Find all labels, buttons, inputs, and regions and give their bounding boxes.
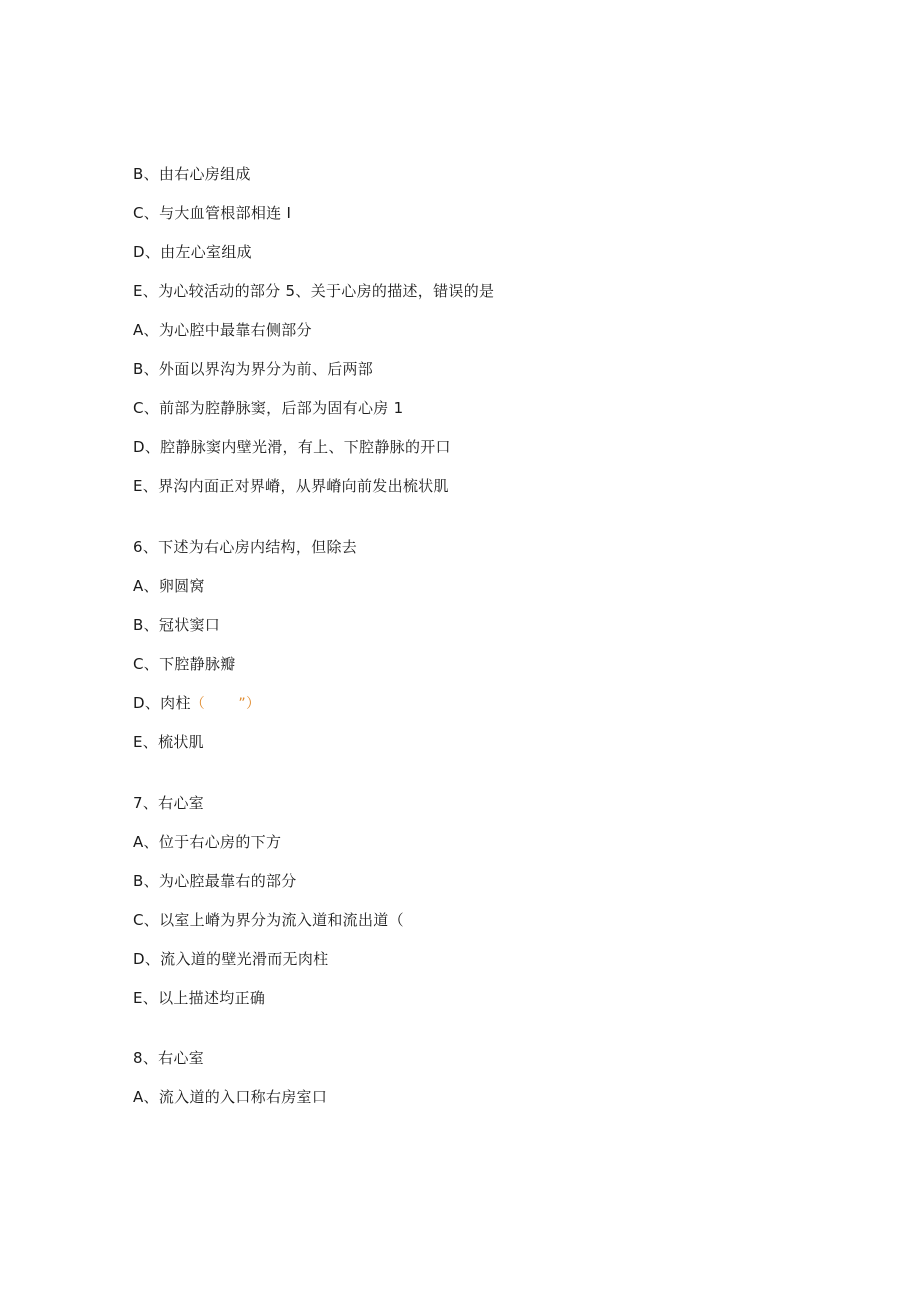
question-7: 7、右心室 xyxy=(133,794,205,812)
q6-option-a: A、卵圆窝 xyxy=(133,577,205,595)
q6-option-c: C、下腔静脉瓣 xyxy=(133,655,236,673)
q7-option-b: B、为心腔最靠右的部分 xyxy=(133,872,297,890)
q5-option-e: E、界沟内面正对界嵴，从界嵴向前发出梳状肌 xyxy=(133,477,449,495)
option-b-line: B、由右心房组成 xyxy=(133,165,251,183)
q7-option-e: E、以上描述均正确 xyxy=(133,989,266,1007)
option-e-line-with-question-5: E、为心较活动的部分 5、关于心房的描述，错误的是 xyxy=(133,282,495,300)
q6-option-e: E、梳状肌 xyxy=(133,733,204,751)
q6-option-d-text: D、肉柱 xyxy=(133,694,191,712)
q7-option-d: D、流入道的壁光滑而无肉柱 xyxy=(133,950,329,968)
q5-option-c: C、前部为腔静脉窦，后部为固有心房 1 xyxy=(133,399,404,417)
question-6: 6、下述为右心房内结构，但除去 xyxy=(133,538,358,556)
q5-option-d: D、腔静脉窦内壁光滑，有上、下腔静脉的开口 xyxy=(133,438,451,456)
question-8: 8、右心室 xyxy=(133,1049,205,1067)
q7-option-a: A、位于右心房的下方 xyxy=(133,833,282,851)
faint-mark: （ ”） xyxy=(190,696,261,712)
option-c-line: C、与大血管根部相连 I xyxy=(133,204,292,222)
q6-option-d xyxy=(133,693,260,714)
q8-option-a: A、流入道的入口称右房室口 xyxy=(133,1088,328,1106)
q5-option-b: B、外面以界沟为界分为前、后两部 xyxy=(133,360,374,378)
q7-option-c: C、以室上嵴为界分为流入道和流出道（ xyxy=(133,911,404,929)
q6-option-b: B、冠状窦口 xyxy=(133,616,221,634)
q5-option-a: A、为心腔中最靠右侧部分 xyxy=(133,321,312,339)
option-d-line: D、由左心室组成 xyxy=(133,243,252,261)
